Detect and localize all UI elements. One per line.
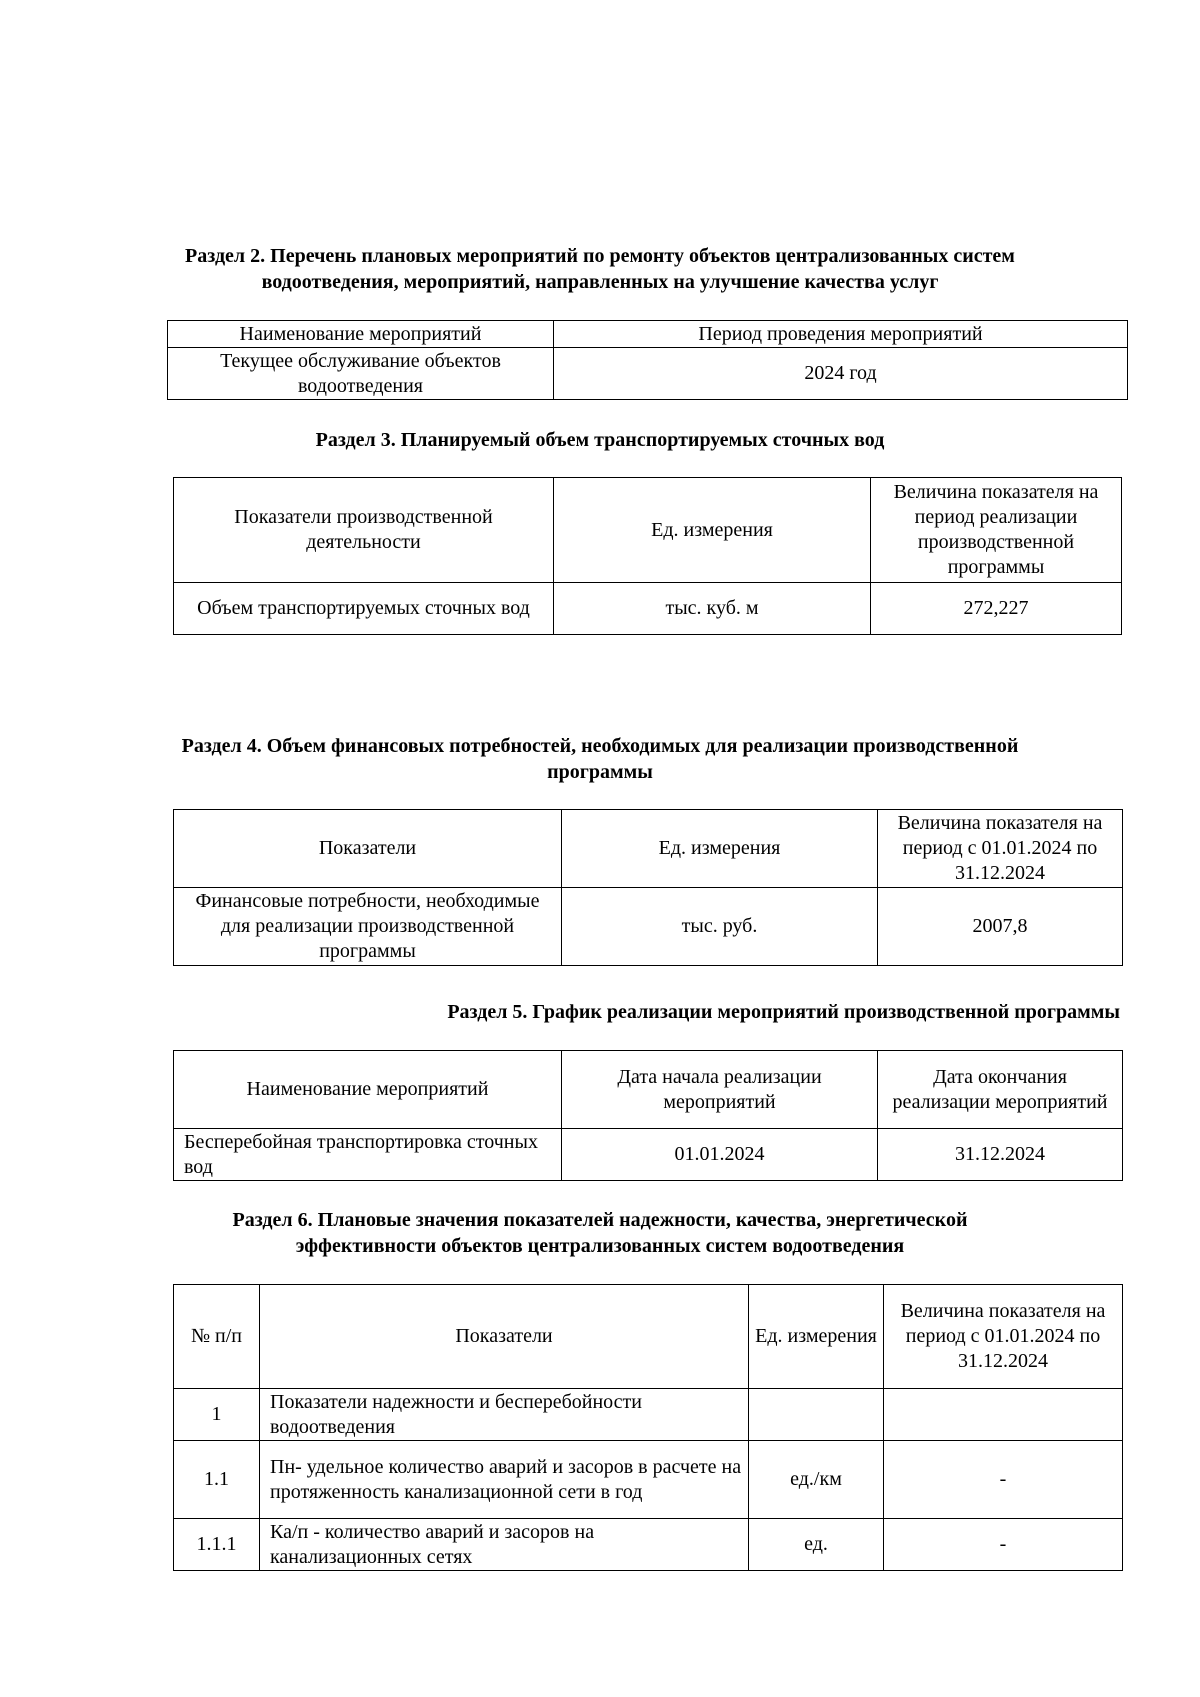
header-cell: Показатели (260, 1285, 749, 1389)
section2-title-line2: водоотведения, мероприятий, направленных на улучшение качества услуг (261, 271, 939, 293)
table-cell: 272,227 (871, 583, 1122, 635)
section3-table (173, 477, 1122, 635)
table-cell: - (884, 1441, 1123, 1519)
table-cell: Пн- удельное количество аварий и засоров в расчете на протяженность канализационной сети в год (260, 1441, 749, 1519)
table-row (174, 888, 1123, 966)
table-cell: 1 (174, 1389, 260, 1441)
header-cell: Наименование мероприятий (168, 321, 554, 348)
section4-title (120, 733, 1080, 785)
header-cell: Ед. измерения (554, 478, 871, 583)
header-cell: Наименование мероприятий (174, 1051, 562, 1129)
table-header-row (174, 1051, 1123, 1129)
table-cell: 2024 год (554, 348, 1128, 400)
table-row (174, 1129, 1123, 1181)
table-cell: Бесперебойная транспортировка сточных вод (174, 1129, 562, 1181)
table-row (174, 583, 1122, 635)
table-cell (749, 1389, 884, 1441)
header-cell: Дата окончания реализации мероприятий (878, 1051, 1123, 1129)
section5-title (300, 999, 1120, 1025)
table-cell: Текущее обслуживание объектов водоотведения (168, 348, 554, 400)
table-cell: 1.1 (174, 1441, 260, 1519)
table-cell: Финансовые потребности, необходимые для реализации производственной программы (174, 888, 562, 966)
section3-title (120, 427, 1080, 453)
table-cell: тыс. куб. м (554, 583, 871, 635)
section6-table (173, 1284, 1123, 1571)
table-cell: Объем транспортируемых сточных вод (174, 583, 554, 635)
table-cell: 1.1.1 (174, 1519, 260, 1571)
section5-title-line: Раздел 5. График реализации мероприятий производственной программы (447, 1001, 1120, 1023)
header-cell: Показатели (174, 810, 562, 888)
section5-table (173, 1050, 1123, 1181)
section3-title-line: Раздел 3. Планируемый объем транспортируемых сточных вод (315, 429, 885, 451)
table-cell: ед. (749, 1519, 884, 1571)
table-header-row (174, 478, 1122, 583)
table-cell (884, 1389, 1123, 1441)
section2-title-line1: Раздел 2. Перечень плановых мероприятий по ремонту объектов централизованных систем (185, 245, 1015, 267)
header-cell: Величина показателя на период с 01.01.2024 по 31.12.2024 (884, 1285, 1123, 1389)
section4-table (173, 809, 1123, 966)
table-row (174, 1441, 1123, 1519)
header-cell: Ед. измерения (749, 1285, 884, 1389)
section6-title-line2: эффективности объектов централизованных систем водоотведения (295, 1235, 905, 1257)
section6-title-line1: Раздел 6. Плановые значения показателей надежности, качества, энергетической (232, 1209, 968, 1231)
section2-table (167, 320, 1128, 400)
table-row (174, 1389, 1123, 1441)
table-header-row (174, 810, 1123, 888)
header-cell: Период проведения мероприятий (554, 321, 1128, 348)
section6-title (120, 1207, 1080, 1259)
table-header-row (174, 1285, 1123, 1389)
table-cell: тыс. руб. (562, 888, 878, 966)
header-cell: Показатели производственной деятельности (174, 478, 554, 583)
table-header-row (168, 321, 1128, 348)
header-cell: Дата начала реализации мероприятий (562, 1051, 878, 1129)
table-cell: Показатели надежности и бесперебойности водоотведения (260, 1389, 749, 1441)
table-cell: 31.12.2024 (878, 1129, 1123, 1181)
header-cell: № п/п (174, 1285, 260, 1389)
section2-title (120, 243, 1080, 295)
table-cell: - (884, 1519, 1123, 1571)
header-cell: Величина показателя на период с 01.01.2024 по 31.12.2024 (878, 810, 1123, 888)
section4-title-line1: Раздел 4. Объем финансовых потребностей, необходимых для реализации производственной (181, 735, 1019, 757)
table-cell: 01.01.2024 (562, 1129, 878, 1181)
table-cell: ед./км (749, 1441, 884, 1519)
section4-title-line2: программы (547, 761, 653, 783)
table-cell: 2007,8 (878, 888, 1123, 966)
header-cell: Величина показателя на период реализации производственной программы (871, 478, 1122, 583)
header-cell: Ед. измерения (562, 810, 878, 888)
table-cell: Ка/п - количество аварий и засоров на канализационных сетях (260, 1519, 749, 1571)
table-row (168, 348, 1128, 400)
table-row (174, 1519, 1123, 1571)
